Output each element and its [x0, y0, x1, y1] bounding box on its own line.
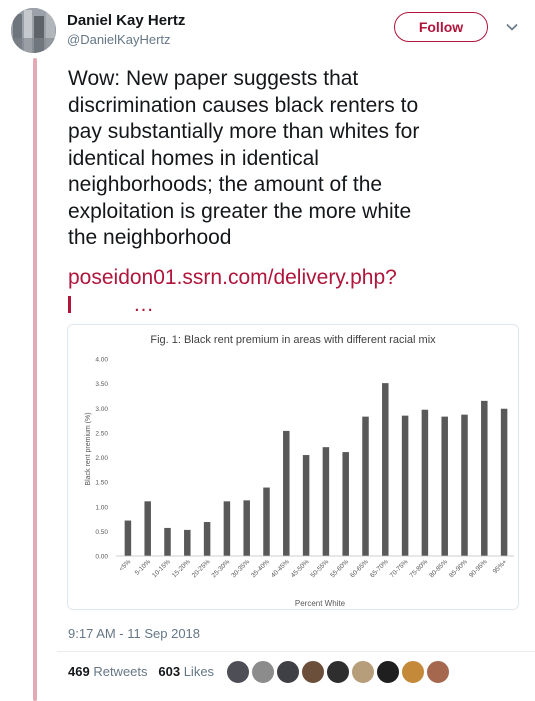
- avatar[interactable]: [11, 8, 56, 53]
- follow-button[interactable]: Follow: [394, 12, 488, 42]
- chart-bar: [184, 530, 191, 556]
- chart-x-tick-label: 65-70%: [368, 558, 390, 580]
- chart-bar: [144, 501, 151, 556]
- chart-y-tick-label: 4.00: [95, 356, 108, 364]
- chart-x-tick-label: 45-50%: [289, 558, 311, 580]
- chart-x-tick-label: 40-45%: [269, 558, 291, 580]
- chart-y-tick-label: 1.00: [95, 504, 108, 512]
- chart-bar: [224, 501, 231, 556]
- user-name[interactable]: Daniel Kay Hertz: [67, 12, 186, 29]
- chevron-down-icon[interactable]: [505, 20, 519, 34]
- chart-bar: [461, 415, 468, 556]
- chart-bar: [125, 521, 131, 556]
- chart-bar: [402, 416, 409, 556]
- chart-y-tick-label: 3.00: [95, 405, 108, 413]
- chart-x-tick-label: 5-10%: [133, 558, 153, 577]
- chart-bar: [243, 500, 250, 556]
- chart-x-tick-label: 80-85%: [428, 558, 450, 580]
- likes-count[interactable]: 603: [158, 664, 181, 679]
- liker-avatar[interactable]: [226, 660, 250, 684]
- chart-x-tick-label: 50-55%: [309, 558, 331, 580]
- chart-x-tick-label: 30-35%: [230, 558, 252, 580]
- chart-x-tick-label: 70-75%: [388, 558, 410, 580]
- chart-x-tick-label: 35-40%: [250, 558, 271, 580]
- chart-bar: [303, 455, 310, 556]
- chart-bar: [441, 417, 448, 556]
- tweet-line: Wow: New paper suggests that: [68, 67, 359, 90]
- tweet-text: [68, 66, 518, 252]
- chart-x-tick-label: 15-20%: [170, 558, 192, 580]
- tweet-line: pay substantially more than whites for: [68, 120, 420, 143]
- chart-y-tick-label: 2.50: [95, 430, 108, 438]
- chart-x-tick-label: 95%+: [491, 558, 509, 576]
- chart-bar: [481, 401, 488, 556]
- user-handle[interactable]: @DanielKayHertz: [67, 32, 171, 47]
- chart-bar: [283, 431, 290, 556]
- chart-bar: [263, 488, 270, 556]
- thread-line: [33, 58, 37, 701]
- chart-y-tick-label: 1.50: [95, 479, 108, 487]
- chart-bar: [501, 409, 508, 556]
- chart-bar: [382, 383, 389, 556]
- chart-bar: [323, 447, 330, 556]
- chart-bar: [362, 417, 369, 556]
- engagement-stats: [68, 664, 214, 679]
- tweet-link-continued[interactable]: [68, 292, 154, 319]
- tweet-link[interactable]: poseidon01.ssrn.com/delivery.php?: [68, 266, 397, 289]
- tweet-line: identical homes in identical: [68, 146, 319, 170]
- chart-bar: [422, 410, 429, 556]
- liker-avatar[interactable]: [376, 660, 400, 684]
- chart-title: Fig. 1: Black rent premium in areas with different racial mix: [150, 334, 436, 346]
- chart-x-tick-label: 25-30%: [210, 558, 232, 580]
- tweet-timestamp[interactable]: 9:17 AM - 11 Sep 2018: [68, 626, 201, 641]
- chart-x-tick-label: 60-65%: [349, 558, 370, 580]
- tweet-line: neighborhoods; the amount of the: [68, 173, 383, 196]
- chart-x-tick-label: 10-15%: [151, 558, 172, 580]
- chart-image[interactable]: [67, 324, 519, 610]
- chart-bar: [204, 522, 211, 556]
- liker-avatar[interactable]: [351, 660, 375, 684]
- avatar-image: [11, 8, 56, 53]
- tweet-line: discrimination causes black renters to: [68, 93, 419, 117]
- retweets-count[interactable]: 469: [68, 664, 90, 679]
- liker-avatar[interactable]: [326, 660, 350, 684]
- chart-x-tick-label: 55-60%: [329, 558, 351, 580]
- chart-y-tick-label: 3.50: [95, 381, 108, 389]
- chart-x-tick-label: 85-90%: [448, 558, 469, 580]
- retweets-label[interactable]: Retweets: [93, 664, 148, 679]
- chart-x-tick-label: <5%: [118, 558, 133, 573]
- link-ellipsis: …: [133, 293, 154, 316]
- chart-bar: [164, 528, 171, 556]
- chart-y-axis-label: Black rent premium (%): [85, 412, 92, 486]
- chart-y-tick-label: 2.00: [95, 455, 108, 462]
- liker-avatar[interactable]: [401, 660, 425, 684]
- chart-x-tick-label: 75-80%: [408, 558, 430, 580]
- divider: [57, 651, 535, 652]
- chart-y-tick-label: 0.50: [95, 528, 108, 536]
- chart-y-tick-label: 0.00: [95, 553, 108, 561]
- chart-bar: [342, 452, 349, 556]
- likes-label[interactable]: Likes: [183, 664, 215, 679]
- tweet-line: exploitation is greater the more white: [68, 199, 412, 223]
- chart-x-axis-label: Percent White: [294, 599, 346, 608]
- liker-avatar[interactable]: [301, 660, 325, 684]
- liker-avatar[interactable]: [276, 660, 300, 684]
- chart-x-tick-label: 20-25%: [190, 558, 212, 580]
- bar-chart: [68, 325, 518, 609]
- chart-x-tick-label: 90-95%: [467, 558, 489, 580]
- liker-avatar[interactable]: [426, 660, 450, 684]
- liker-avatar[interactable]: [251, 660, 275, 684]
- link-cursor: [68, 296, 71, 313]
- tweet-line: the neighborhood: [68, 226, 232, 249]
